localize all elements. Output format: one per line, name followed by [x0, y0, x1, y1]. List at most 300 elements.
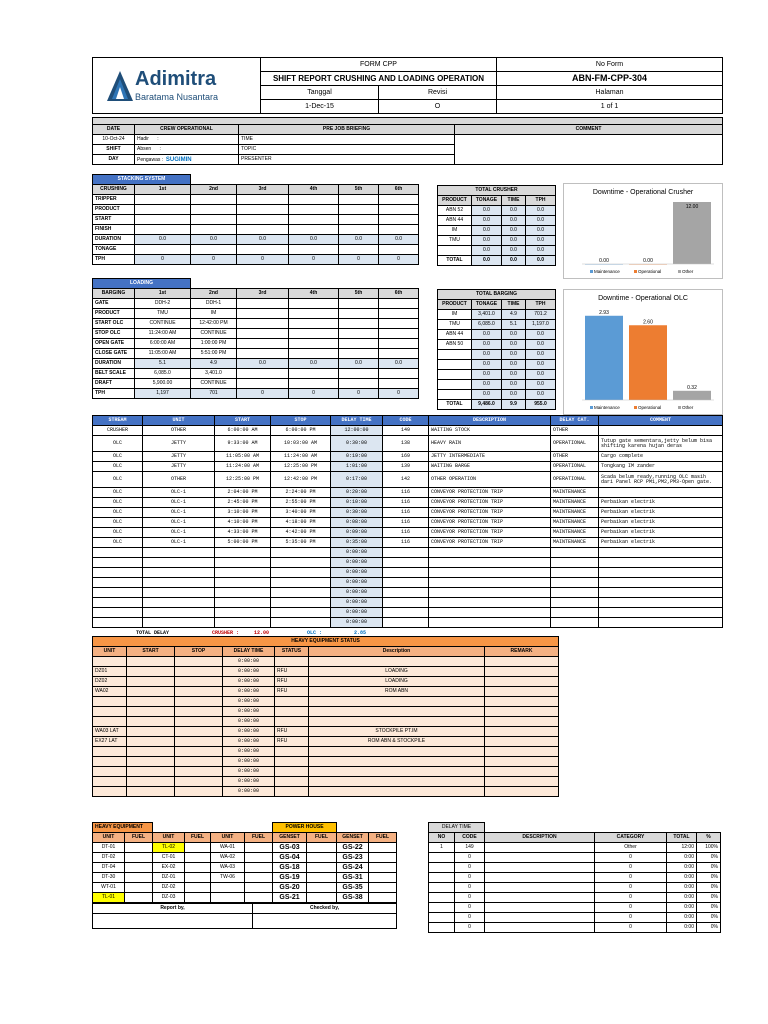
delay-time-cell: 0%	[697, 903, 721, 913]
delay-cell	[215, 588, 271, 598]
delay-time-cell: 0	[595, 913, 667, 923]
heavy-row	[93, 757, 559, 767]
fuel-cell	[185, 873, 211, 883]
loading-cell: 5,900.00	[135, 379, 191, 389]
delay-time-cell	[485, 843, 595, 853]
delay-cell: 139	[383, 462, 429, 472]
fuel-cell	[185, 883, 211, 893]
delay-col-header: UNIT	[143, 416, 215, 426]
heavy-cell	[127, 667, 175, 677]
delay-cell	[429, 558, 551, 568]
delay-time-row	[429, 903, 721, 913]
fuel-cell: GS-22	[337, 843, 369, 853]
delay-cell	[93, 588, 143, 598]
loading-total-cell: 9.9	[502, 400, 526, 410]
stacking-total-cell: 0.0	[526, 226, 556, 236]
chart-crusher	[563, 183, 723, 279]
heavy-cell	[175, 707, 223, 717]
heavy-title: HEAVY EQUIPMENT STATUS	[93, 637, 559, 647]
delay-cell	[599, 578, 723, 588]
heavy-cell: 0:00:00	[223, 757, 275, 767]
fuel-col-header: FUEL	[185, 833, 211, 843]
delay-cell	[271, 558, 331, 568]
delay-cell: 116	[383, 538, 429, 548]
fuel-cell	[245, 863, 273, 873]
loading-total-cell: 9,486.0	[472, 400, 502, 410]
stacking-total-col-header: PRODUCT	[438, 196, 472, 206]
shift-label: SHIFT	[93, 145, 135, 155]
delay-cell	[551, 558, 599, 568]
stacking-total-cell: 0.0	[472, 256, 502, 266]
loading-cell: 1:00:00 PM	[191, 339, 237, 349]
hadir-colon: :	[157, 136, 159, 142]
heavy-cell	[309, 757, 485, 767]
absen-label: Absen	[137, 146, 152, 152]
heavy-cell	[485, 747, 559, 757]
stacking-total-cell: 0.0	[502, 236, 526, 246]
delay-time-cell: 0:00	[667, 883, 697, 893]
form-number: ABN-FM-CPP-304	[497, 72, 723, 86]
delay-cell: OTHER OPERATION	[429, 472, 551, 488]
delay-cell	[215, 568, 271, 578]
fuel-cell	[307, 863, 337, 873]
fuel-cell	[125, 873, 153, 883]
delay-col-header: DELAY CAT.	[551, 416, 599, 426]
fuel-cell	[245, 843, 273, 853]
delay-cell: JETTY	[143, 436, 215, 452]
heavy-cell: DZ02	[93, 677, 127, 687]
loading-total-cell: 0.0	[502, 370, 526, 380]
loading-total-row	[438, 320, 556, 330]
delay-row	[93, 608, 723, 618]
delay-time-cell: 0	[455, 863, 485, 873]
fuel-cell	[369, 853, 397, 863]
loading-cell	[339, 369, 379, 379]
delay-cell	[215, 548, 271, 558]
loading-row-label: START OLC	[93, 319, 135, 329]
delay-cell: OLC-1	[143, 538, 215, 548]
delay-time-cell	[429, 913, 455, 923]
loading-cell	[339, 339, 379, 349]
stacking-cell	[339, 215, 379, 225]
delay-cell: 116	[383, 518, 429, 528]
heavy-cell	[93, 717, 127, 727]
heavy-row	[93, 767, 559, 777]
heavy-cell	[309, 767, 485, 777]
heavy-cell: DZ01	[93, 667, 127, 677]
fuel-cell	[245, 873, 273, 883]
fuel-row	[93, 883, 397, 893]
stacking-col-header: 6th	[379, 185, 419, 195]
tanggal-value: 1-Dec-15	[261, 100, 379, 114]
fuel-cell	[125, 843, 153, 853]
heavy-col-header: STATUS	[275, 647, 309, 657]
heavy-cell	[127, 757, 175, 767]
chart-data-label: 0.00	[599, 258, 609, 264]
fuel-cell	[369, 873, 397, 883]
loading-total-row	[438, 340, 556, 350]
loading-title: LOADING	[93, 279, 191, 289]
delay-cell: 11:24:00 AM	[271, 452, 331, 462]
checked-by-signature[interactable]	[253, 914, 397, 929]
chart-title: Downtime - Operational Crusher	[592, 189, 694, 196]
delay-cell: JETTY	[143, 452, 215, 462]
delay-cell: MAINTENANCE	[551, 498, 599, 508]
stacking-cell	[339, 225, 379, 235]
delay-cell	[215, 598, 271, 608]
delay-cell: CONVEYOR PROTECTION TRIP	[429, 498, 551, 508]
delay-time-cell: 12:00	[667, 843, 697, 853]
delay-cell: 0:20:00	[331, 488, 383, 498]
stacking-cell: 0	[237, 255, 289, 265]
heavy-cell: 0:00:00	[223, 707, 275, 717]
delay-time-cell: 0	[455, 903, 485, 913]
heavy-cell	[309, 787, 485, 797]
heavy-cell	[175, 757, 223, 767]
delay-cell: OLC	[93, 488, 143, 498]
loading-cell: TMU	[135, 309, 191, 319]
delay-cell	[383, 568, 429, 578]
stacking-cell	[379, 195, 419, 205]
comment-field[interactable]	[455, 135, 723, 165]
delay-cell	[271, 608, 331, 618]
loading-row	[93, 339, 419, 349]
loading-cell	[379, 379, 419, 389]
heavy-cell: RFU	[275, 687, 309, 697]
heavy-cell	[175, 737, 223, 747]
delay-cell	[551, 598, 599, 608]
delay-cell: OPERATIONAL	[551, 462, 599, 472]
delay-cell	[599, 618, 723, 628]
delay-cell	[383, 608, 429, 618]
delay-cell: CONVEYOR PROTECTION TRIP	[429, 488, 551, 498]
delay-cell	[271, 548, 331, 558]
delay-cell	[215, 608, 271, 618]
stacking-row-label: PRODUCT	[93, 205, 135, 215]
checked-by-label: Checked by,	[253, 904, 397, 914]
stacking-cell	[289, 215, 339, 225]
report-by-signature[interactable]	[93, 914, 253, 929]
heavy-cell	[275, 707, 309, 717]
fuel-row	[93, 863, 397, 873]
loading-total-cell	[438, 350, 472, 360]
legend-label: Maintenance	[594, 269, 620, 274]
delay-time-cell: 0%	[697, 873, 721, 883]
heavy-cell: WA02	[93, 687, 127, 697]
loading-cell	[379, 319, 419, 329]
delay-time-cell: 0:00	[667, 863, 697, 873]
heavy-cell	[485, 677, 559, 687]
delay-cell: 6:00:00 PM	[271, 426, 331, 436]
heavy-cell: EX27 LAT	[93, 737, 127, 747]
delay-cell: OLC	[93, 452, 143, 462]
delay-time-cell: 0:00	[667, 923, 697, 933]
stacking-total-col-header: TIME	[502, 196, 526, 206]
delay-time-row	[429, 853, 721, 863]
stacking-row	[93, 235, 419, 245]
heavy-cell	[309, 777, 485, 787]
loading-total-cell	[438, 380, 472, 390]
delay-time-cell: 0%	[697, 853, 721, 863]
stacking-cell	[379, 245, 419, 255]
delay-time-cell: 0	[455, 923, 485, 933]
loading-cell	[237, 379, 289, 389]
delay-cell: 0:08:00	[331, 518, 383, 528]
delay-time-summary	[428, 822, 721, 933]
heavy-cell: 0:00:00	[223, 727, 275, 737]
loading-total-cell: 0.0	[526, 370, 556, 380]
delay-time-cell: 0	[595, 883, 667, 893]
fuel-cell	[185, 863, 211, 873]
loading-total-cell: 0.0	[502, 340, 526, 350]
loading-total-cell: 0.0	[472, 350, 502, 360]
heavy-cell: 0:00:00	[223, 767, 275, 777]
delay-cell	[383, 548, 429, 558]
stacking-cell: 0.0	[135, 235, 191, 245]
delay-cell	[429, 548, 551, 558]
crusher-total-value: 12.00	[254, 630, 270, 636]
stacking-cell	[191, 245, 237, 255]
heavy-eq-title: HEAVY EQUIPMENT	[93, 823, 153, 833]
loading-total-cell: 1,197.0	[526, 320, 556, 330]
delay-cell	[93, 568, 143, 578]
fuel-cell: GS-21	[273, 893, 307, 903]
stacking-cell	[289, 245, 339, 255]
stacking-cell: 0.0	[289, 235, 339, 245]
delay-cell: CONVEYOR PROTECTION TRIP	[429, 538, 551, 548]
chart-data-label: 2.60	[643, 319, 653, 326]
delay-cell: 2:04:00 PM	[215, 488, 271, 498]
delay-cell: 1:01:00	[331, 462, 383, 472]
heavy-cell: LOADING	[309, 677, 485, 687]
heavy-cell	[127, 747, 175, 757]
delay-row	[93, 598, 723, 608]
delay-time-cell: 0	[595, 893, 667, 903]
delay-cell: OLC	[93, 508, 143, 518]
delay-time-cell: 100%	[697, 843, 721, 853]
heavy-row	[93, 717, 559, 727]
loading-cell: 0	[289, 389, 339, 399]
loading-cell: 701	[191, 389, 237, 399]
delay-cell	[93, 618, 143, 628]
loading-cell: 0.0	[237, 359, 289, 369]
loading-cell	[339, 329, 379, 339]
delay-cell	[215, 618, 271, 628]
loading-cell	[379, 349, 419, 359]
heavy-row	[93, 687, 559, 697]
loading-total-cell: TMU	[438, 320, 472, 330]
delay-cell: 5:00:00 PM	[215, 538, 271, 548]
loading-cell	[237, 309, 289, 319]
delay-time-cell	[429, 873, 455, 883]
delay-time-row	[429, 873, 721, 883]
loading-row	[93, 349, 419, 359]
stacking-total-cell: TMU	[438, 236, 472, 246]
loading-total-cell: 0.0	[526, 390, 556, 400]
fuel-cell: CT-01	[153, 853, 185, 863]
delay-time-cell: 0:00	[667, 913, 697, 923]
chart-data-label: 12.00	[685, 204, 699, 210]
delay-time-cell: 0	[595, 923, 667, 933]
delay-row	[93, 436, 723, 452]
heavy-row	[93, 707, 559, 717]
delay-cell: 0:00:00	[331, 578, 383, 588]
delay-cell: Perbaikan electrik	[599, 528, 723, 538]
stacking-total-cell: 0.0	[526, 216, 556, 226]
loading-total-cell: 0.0	[526, 360, 556, 370]
heavy-cell: 0:00:00	[223, 777, 275, 787]
delay-cell: Tongkang IM zander	[599, 462, 723, 472]
delay-cell: 0:19:00	[331, 452, 383, 462]
delay-cell: 12:25:00 PM	[215, 472, 271, 488]
loading-cell	[339, 309, 379, 319]
stacking-col-header: 5th	[339, 185, 379, 195]
loading-total-cell: 0.0	[472, 390, 502, 400]
loading-section	[92, 278, 419, 399]
delay-cell: OLC	[93, 436, 143, 452]
stacking-cell	[379, 225, 419, 235]
heavy-cell	[485, 717, 559, 727]
fuel-cell: GS-03	[273, 843, 307, 853]
heavy-cell	[485, 727, 559, 737]
delay-cell: MAINTENANCE	[551, 538, 599, 548]
stacking-cell	[379, 205, 419, 215]
halaman-value: 1 of 1	[497, 100, 723, 114]
loading-total-col-header: TPH	[526, 300, 556, 310]
fuel-cell: DT-04	[93, 863, 125, 873]
delay-cell: CRUSHER	[93, 426, 143, 436]
delay-time-cell	[485, 863, 595, 873]
heavy-col-header: REMARK	[485, 647, 559, 657]
delay-time-row	[429, 843, 721, 853]
chart-bar	[673, 202, 711, 264]
heavy-col-header: DELAY TIME	[223, 647, 275, 657]
heavy-cell	[175, 727, 223, 737]
stacking-row-label: DURATION	[93, 235, 135, 245]
loading-total-col-header: TIME	[502, 300, 526, 310]
heavy-col-header: Description	[309, 647, 485, 657]
delay-time-cell	[485, 883, 595, 893]
loading-cell: 5.1	[135, 359, 191, 369]
heavy-cell	[127, 787, 175, 797]
delay-time-cell: 0:00	[667, 873, 697, 883]
delay-col-header: COMMENT	[599, 416, 723, 426]
heavy-cell	[175, 657, 223, 667]
delay-time-cell: 0	[455, 873, 485, 883]
delay-time-cell	[485, 893, 595, 903]
stacking-cell	[237, 195, 289, 205]
loading-cell	[237, 369, 289, 379]
fuel-col-header: UNIT	[93, 833, 125, 843]
delay-time-cell	[429, 853, 455, 863]
heavy-cell	[309, 697, 485, 707]
stacking-cell: 0.0	[191, 235, 237, 245]
delay-cell	[271, 578, 331, 588]
delay-cell: OTHER	[551, 452, 599, 462]
loading-cell	[237, 319, 289, 329]
delay-cell	[599, 426, 723, 436]
delay-cell: OTHER	[143, 472, 215, 488]
loading-cell: 0.0	[289, 359, 339, 369]
delay-cell: 149	[383, 426, 429, 436]
delay-cell: OLC-1	[143, 498, 215, 508]
heavy-cell	[485, 757, 559, 767]
heavy-cell	[485, 777, 559, 787]
heavy-cell	[127, 687, 175, 697]
delay-cell: MAINTENANCE	[551, 508, 599, 518]
fuel-cell	[307, 883, 337, 893]
fuel-cell: GS-35	[337, 883, 369, 893]
stacking-row	[93, 225, 419, 235]
loading-total-cell: 0.0	[472, 330, 502, 340]
loading-total-cell: TOTAL	[438, 400, 472, 410]
topic-label: TOPIC	[239, 145, 455, 155]
legend-swatch	[678, 270, 681, 273]
delay-cell	[93, 598, 143, 608]
fuel-cell	[245, 853, 273, 863]
stacking-total-cell: 0.0	[472, 206, 502, 216]
loading-col-header: 4th	[289, 289, 339, 299]
delay-time-cell	[429, 903, 455, 913]
delay-cell: 5:35:00 PM	[271, 538, 331, 548]
loading-cell	[237, 299, 289, 309]
loading-row	[93, 369, 419, 379]
delay-time-cell	[429, 923, 455, 933]
fuel-cell	[125, 853, 153, 863]
fuel-section	[92, 822, 397, 929]
halaman-label: Halaman	[497, 86, 723, 100]
fuel-cell: DT-30	[93, 873, 125, 883]
form-type: FORM CPP	[261, 58, 497, 72]
delay-cell	[429, 588, 551, 598]
delay-cell: 4:18:00 PM	[271, 518, 331, 528]
fuel-row	[93, 843, 397, 853]
loading-cell: 0	[379, 389, 419, 399]
loading-row-label: GATE	[93, 299, 135, 309]
delay-cell	[271, 618, 331, 628]
delay-cell	[599, 548, 723, 558]
fuel-cell	[245, 883, 273, 893]
delay-cell: JETTY INTERMEDIATE	[429, 452, 551, 462]
delay-cell: Scada belum ready,running OLC masih dari Panel RCP PM1,PM2,PM3-Open gate.	[599, 472, 723, 488]
chart-data-label: 2.93	[599, 310, 609, 316]
delay-cell: 12:25:00 PM	[271, 462, 331, 472]
revisi-value: O	[379, 100, 497, 114]
heavy-cell	[93, 787, 127, 797]
fuel-col-header: FUEL	[245, 833, 273, 843]
fuel-cell	[307, 873, 337, 883]
loading-total-row	[438, 330, 556, 340]
delay-cell: 4:33:00 PM	[215, 528, 271, 538]
delay-cell	[215, 558, 271, 568]
loading-total-title: TOTAL BARGING	[438, 290, 556, 300]
loading-cell: 1,197	[135, 389, 191, 399]
heavy-cell	[127, 677, 175, 687]
fuel-row	[93, 893, 397, 903]
delay-cell: 0:10:00	[331, 498, 383, 508]
delay-time-cell: 1	[429, 843, 455, 853]
heavy-cell	[127, 707, 175, 717]
loading-total-row	[438, 310, 556, 320]
delay-cell: CONVEYOR PROTECTION TRIP	[429, 508, 551, 518]
stacking-cell	[237, 225, 289, 235]
heavy-cell	[275, 777, 309, 787]
fuel-cell	[369, 883, 397, 893]
loading-col-header: 6th	[379, 289, 419, 299]
stacking-section	[92, 174, 419, 265]
fuel-row	[93, 853, 397, 863]
fuel-cell: TL-01	[93, 893, 125, 903]
